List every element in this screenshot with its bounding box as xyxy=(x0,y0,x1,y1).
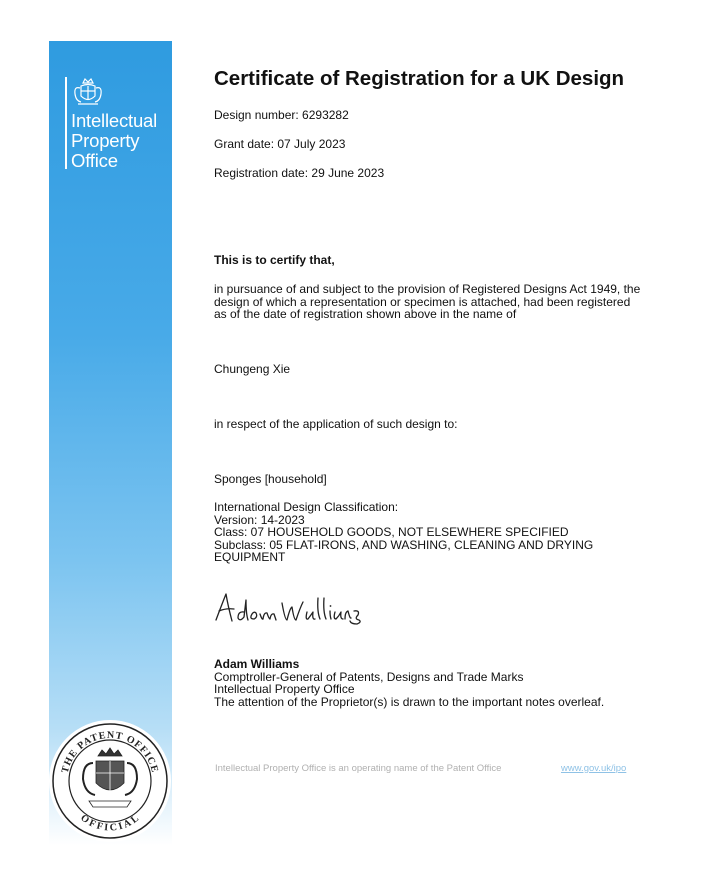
signatory-block xyxy=(214,658,659,708)
footer-link[interactable]: www.gov.uk/ipo xyxy=(561,763,627,774)
classification-block xyxy=(214,501,659,564)
registration-date: Registration date: 29 June 2023 xyxy=(214,166,385,180)
seal-bottom-text: OFFICIAL xyxy=(78,812,142,834)
certificate-title: Certificate of Registration for a UK Design xyxy=(214,67,625,90)
classification-line: International Design Classification: xyxy=(214,500,399,514)
handwritten-signature xyxy=(214,590,364,630)
royal-crest-icon xyxy=(71,77,105,107)
ipo-logo-text xyxy=(71,111,157,171)
signatory-name: Adam Williams xyxy=(214,657,300,671)
design-number: Design number: 6293282 xyxy=(214,108,349,122)
product-name: Sponges [household] xyxy=(214,472,327,486)
pursuance-line: as of the date of registration shown above in the name of xyxy=(214,307,517,321)
pursuance-line: design of which a representation or specimen is attached, had been registered xyxy=(214,294,631,309)
respect-text: in respect of the application of such design to: xyxy=(214,417,458,431)
grant-date: Grant date: 07 July 2023 xyxy=(214,137,346,151)
classification-line: EQUIPMENT xyxy=(214,550,286,564)
classification-line: Class: 07 HOUSEHOLD GOODS, NOT ELSEWHERE SPECIFIED xyxy=(214,525,569,539)
proprietor-name: Chungeng Xie xyxy=(214,362,291,376)
signatory-office: Intellectual Property Office xyxy=(214,682,355,696)
seal-top-text: THE PATENT OFFICE xyxy=(59,729,161,775)
classification-line: Subclass: 05 FLAT-IRONS, AND WASHING, CLEANING AND DRYING xyxy=(214,537,594,552)
logo-line-1: Intellectual xyxy=(71,110,158,131)
certify-heading: This is to certify that, xyxy=(214,253,335,267)
patent-office-seal xyxy=(49,701,172,861)
logo-line-2: Property xyxy=(71,130,140,151)
signatory-title: Comptroller-General of Patents, Designs and Trade Marks xyxy=(214,669,524,684)
logo-rule xyxy=(65,77,67,169)
logo-line-3: Office xyxy=(71,150,118,171)
sidebar-band xyxy=(49,41,172,879)
pursuance-paragraph xyxy=(214,283,659,321)
classification-line: Version: 14-2023 xyxy=(214,512,305,527)
footer-note: Intellectual Property Office is an operating name of the Patent Office xyxy=(215,763,502,774)
proprietor-notice: The attention of the Proprietor(s) is drawn to the important notes overleaf. xyxy=(214,694,605,709)
pursuance-line: in pursuance of and subject to the provision of Registered Designs Act 1949, the xyxy=(214,282,641,296)
